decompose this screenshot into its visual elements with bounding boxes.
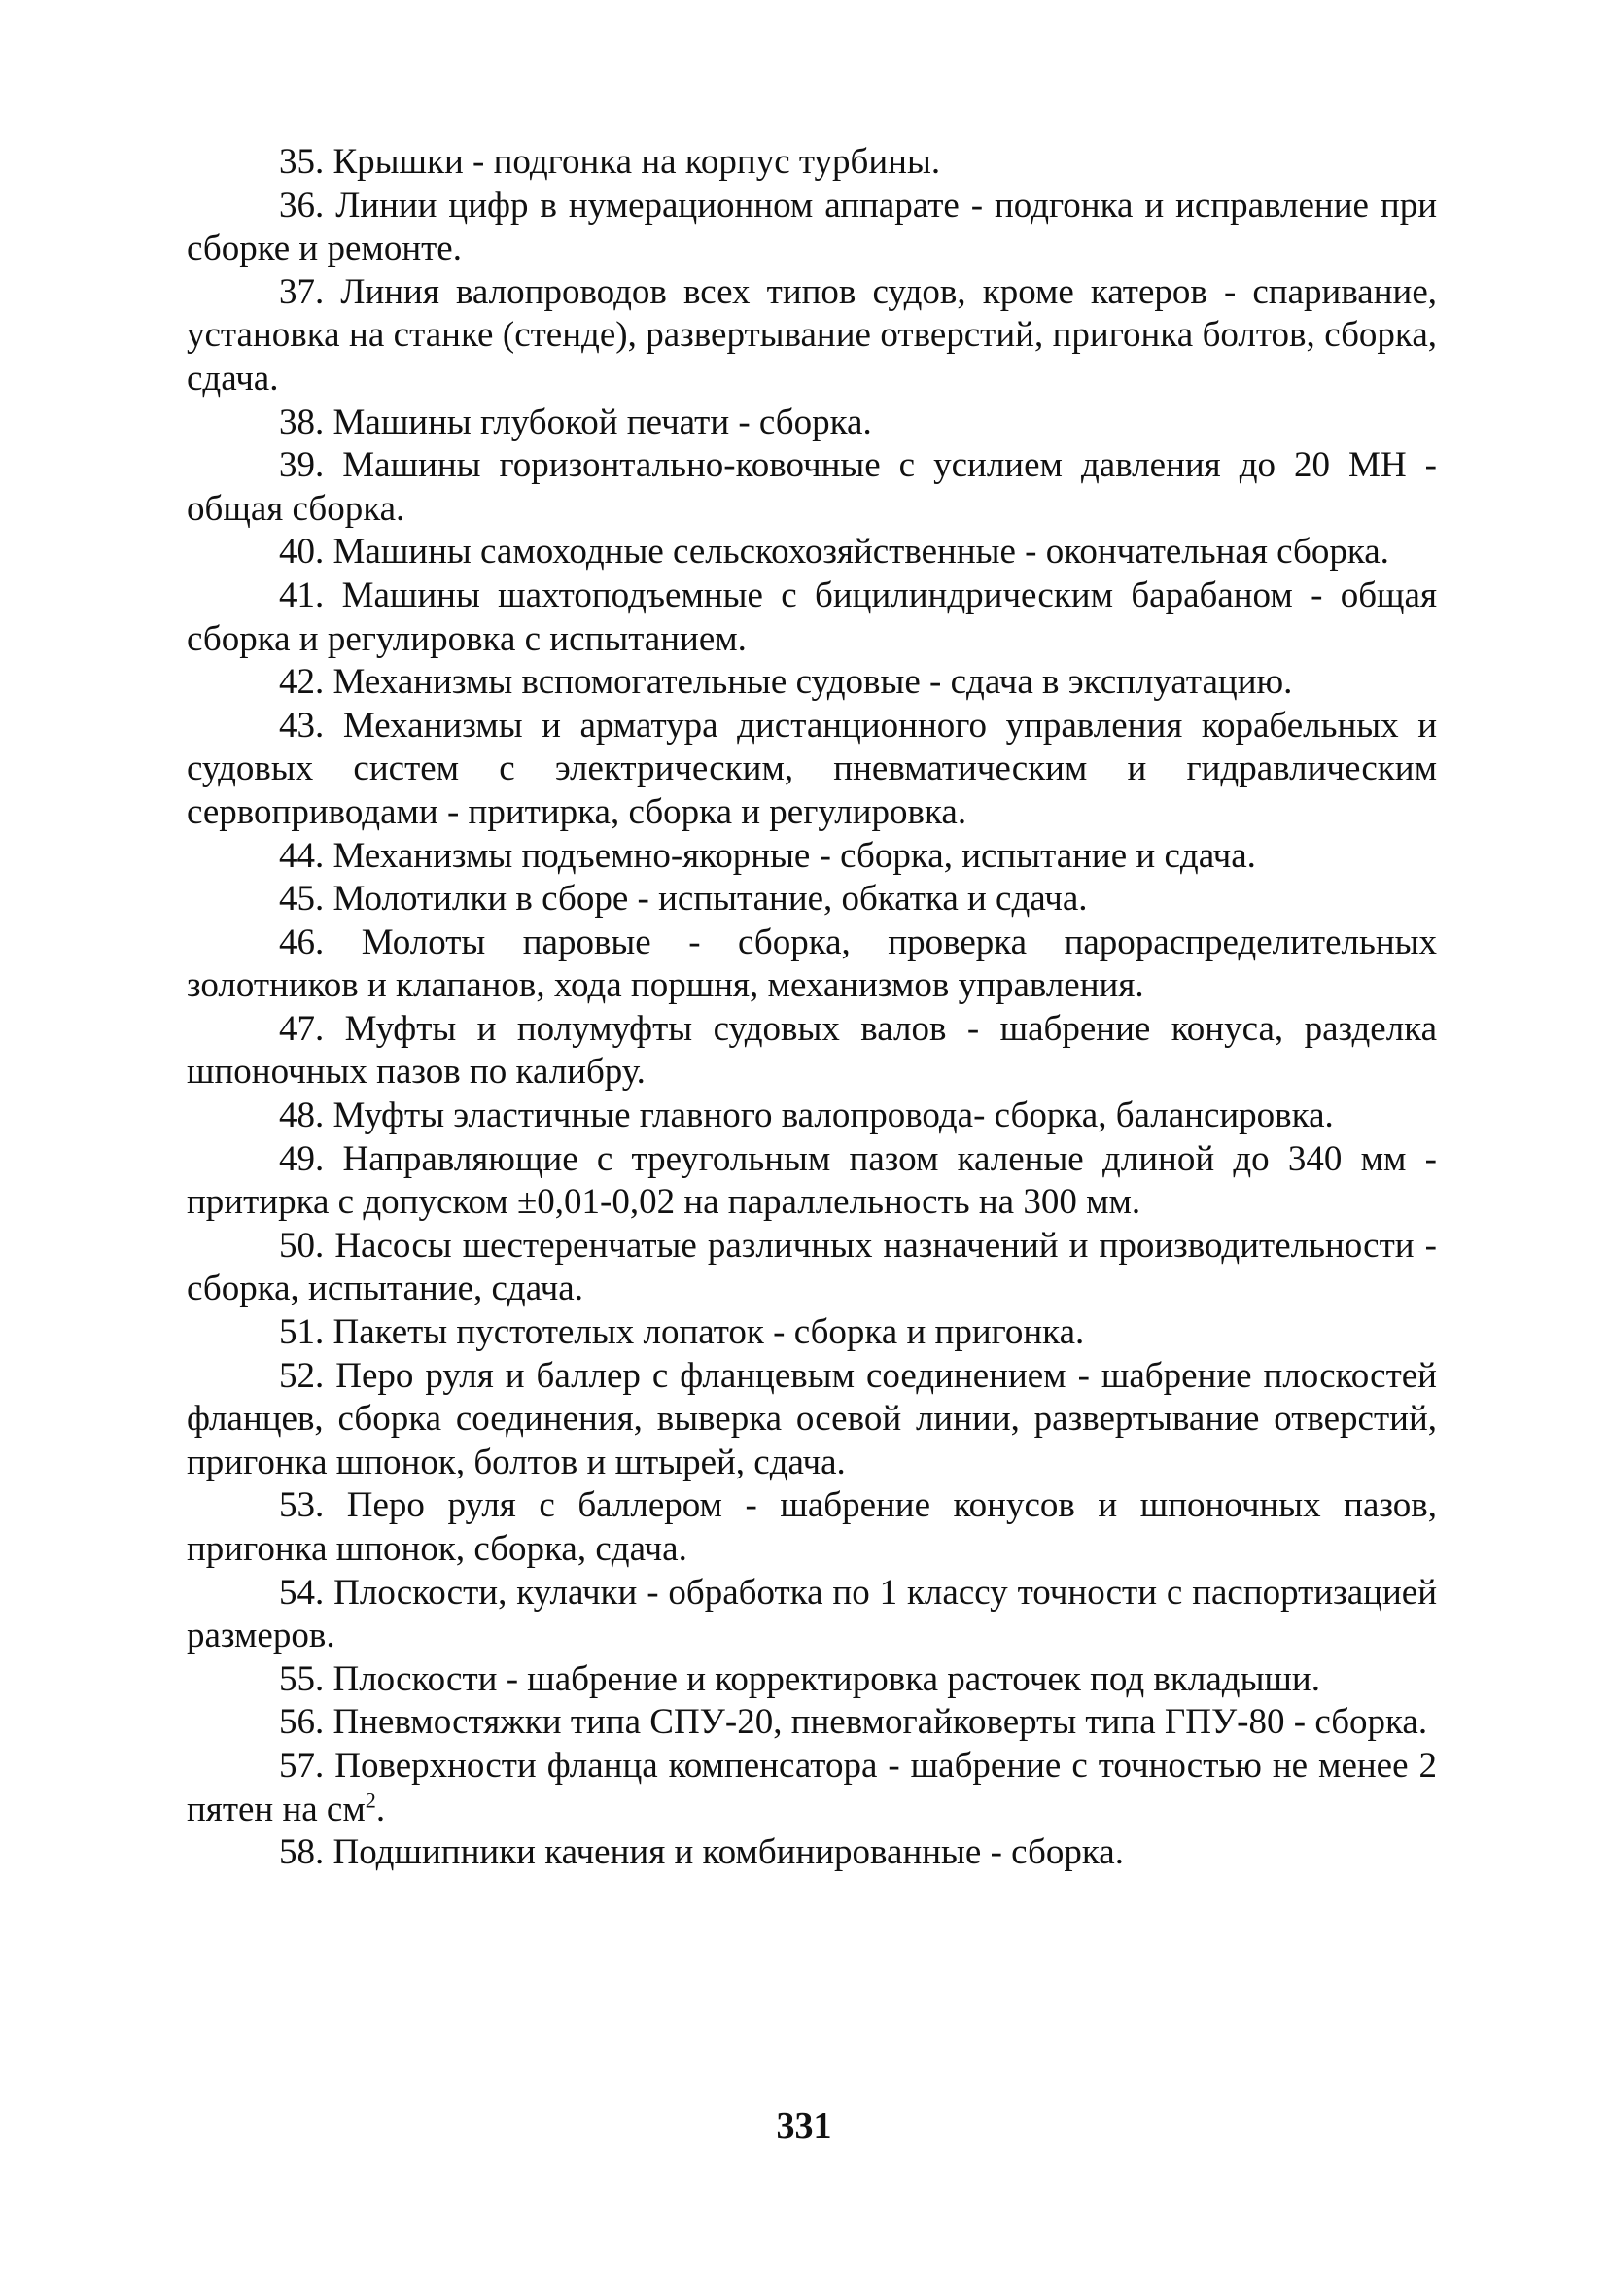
list-item: 43. Механизмы и арматура дистанционного управления корабельных и судовых систем с электрическим, пневматическим и гидравлическим сервоприводами - притирка, сборка и регулировка.: [187, 705, 1437, 832]
list-item: 42. Механизмы вспомогательные судовые - сдача в эксплуатацию.: [279, 662, 1293, 703]
list-item: [187, 1745, 1437, 1831]
list-item-tail: .: [375, 1789, 386, 1829]
list-item: 37. Линия валопроводов всех типов судов, кроме катеров - спаривание, установка на станке (стенде), развертывание отверстий, пригонка болтов, сборка, сдача.: [187, 271, 1437, 399]
list-item: 56. Пневмостяжки типа СПУ-20, пневмогайковерты типа ГПУ-80 - сборка.: [279, 1702, 1428, 1743]
page-number: 331: [776, 2105, 832, 2146]
list-item: 46. Молоты паровые - сборка, проверка парораспределительных золотников и клапанов, хода поршня, механизмов управления.: [187, 922, 1437, 1006]
list-item: 45. Молотилки в сборе - испытание, обкатка и сдача.: [279, 879, 1088, 920]
list-item: 49. Направляющие с треугольным пазом каленые длиной до 340 мм - притирка с допуском ±0,01-0,02 на параллельность на 300 мм.: [187, 1138, 1437, 1223]
list-item: 51. Пакеты пустотелых лопаток - сборка и пригонка.: [279, 1312, 1085, 1353]
list-item: 55. Плоскости - шабрение и корректировка расточек под вкладыши.: [279, 1658, 1320, 1699]
list-item: 36. Линии цифр в нумерационном аппарате - подгонка и исправление при сборке и ремонте.: [187, 185, 1437, 269]
list-item: 35. Крышки - подгонка на корпус турбины.: [279, 142, 941, 182]
list-item: 44. Механизмы подъемно-якорные - сборка, испытание и сдача.: [279, 835, 1256, 876]
list-item: 54. Плоскости, кулачки - обработка по 1 классу точности с паспортизацией размеров.: [187, 1572, 1437, 1656]
list-item: 40. Машины самоходные сельскохозяйственные - окончательная сборка.: [279, 532, 1389, 573]
list-item: 53. Перо руля с баллером - шабрение конусов и шпоночных пазов, пригонка шпонок, сборка, сдача.: [187, 1485, 1437, 1569]
list-item: 58. Подшипники качения и комбинированные - сборка.: [279, 1832, 1124, 1873]
list-item: 38. Машины глубокой печати - сборка.: [279, 401, 872, 442]
superscript: 2: [365, 1788, 376, 1813]
list-item: 41. Машины шахтоподъемные с бицилиндрическим барабаном - общая сборка и регулировка с испытанием.: [187, 574, 1437, 659]
list-item: 50. Насосы шестеренчатые различных назначений и производительности - сборка, испытание, сдача.: [187, 1225, 1437, 1309]
document-body: [187, 141, 1437, 1875]
list-item: 47. Муфты и полумуфты судовых валов - шабрение конуса, разделка шпоночных пазов по калибру.: [187, 1008, 1437, 1093]
list-item: 52. Перо руля и баллер с фланцевым соединением - шабрение плоскостей фланцев, сборка соединения, выверка осевой линии, развертывание отверстий, пригонка шпонок, болтов и штырей, сдача.: [187, 1355, 1437, 1482]
list-item: 48. Муфты эластичные главного валопровода- сборка, балансировка.: [279, 1096, 1334, 1136]
list-item-text: 57. Поверхности фланца компенсатора - шабрение с точностью не менее 2 пятен на см: [187, 1745, 1437, 1829]
list-item: 39. Машины горизонтально-ковочные с усилием давления до 20 МН - общая сборка.: [187, 445, 1437, 529]
